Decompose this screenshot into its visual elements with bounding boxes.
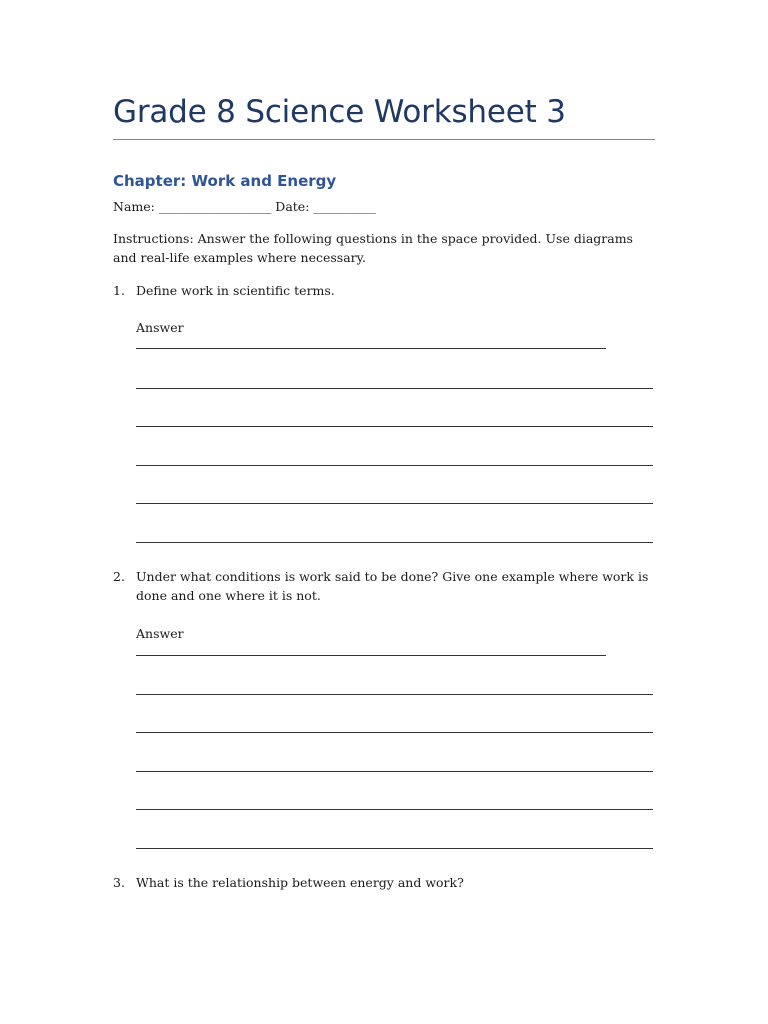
question-text: Under what conditions is work said to be done? Give one example where work is done and one where it is not. xyxy=(136,569,649,603)
question-text: What is the relationship between energy and work? xyxy=(136,875,464,890)
answer-line xyxy=(136,655,606,656)
answer-line xyxy=(136,694,653,695)
answer-line xyxy=(136,732,653,733)
question-number: 2. xyxy=(113,569,125,584)
answer-label: Answer xyxy=(136,320,184,335)
answer-line xyxy=(136,388,653,389)
question-number: 3. xyxy=(113,875,125,890)
instructions-text: Instructions: Answer the following questions in the space provided. Use diagrams and real-life examples where necessary. xyxy=(113,231,633,265)
answer-line xyxy=(136,848,653,849)
chapter-heading: Chapter: Work and Energy xyxy=(113,172,337,190)
answer-line xyxy=(136,348,606,349)
answer-line xyxy=(136,465,653,466)
question-number: 1. xyxy=(113,283,125,298)
answer-label: Answer xyxy=(136,626,184,641)
title-divider xyxy=(113,139,655,140)
answer-line xyxy=(136,426,653,427)
question-text: Define work in scientific terms. xyxy=(136,283,335,298)
answer-line xyxy=(136,542,653,543)
name-date-line: Name: __________________ Date: __________ xyxy=(113,199,376,214)
page-title: Grade 8 Science Worksheet 3 xyxy=(113,94,566,130)
answer-line xyxy=(136,771,653,772)
answer-line xyxy=(136,503,653,504)
answer-line xyxy=(136,809,653,810)
